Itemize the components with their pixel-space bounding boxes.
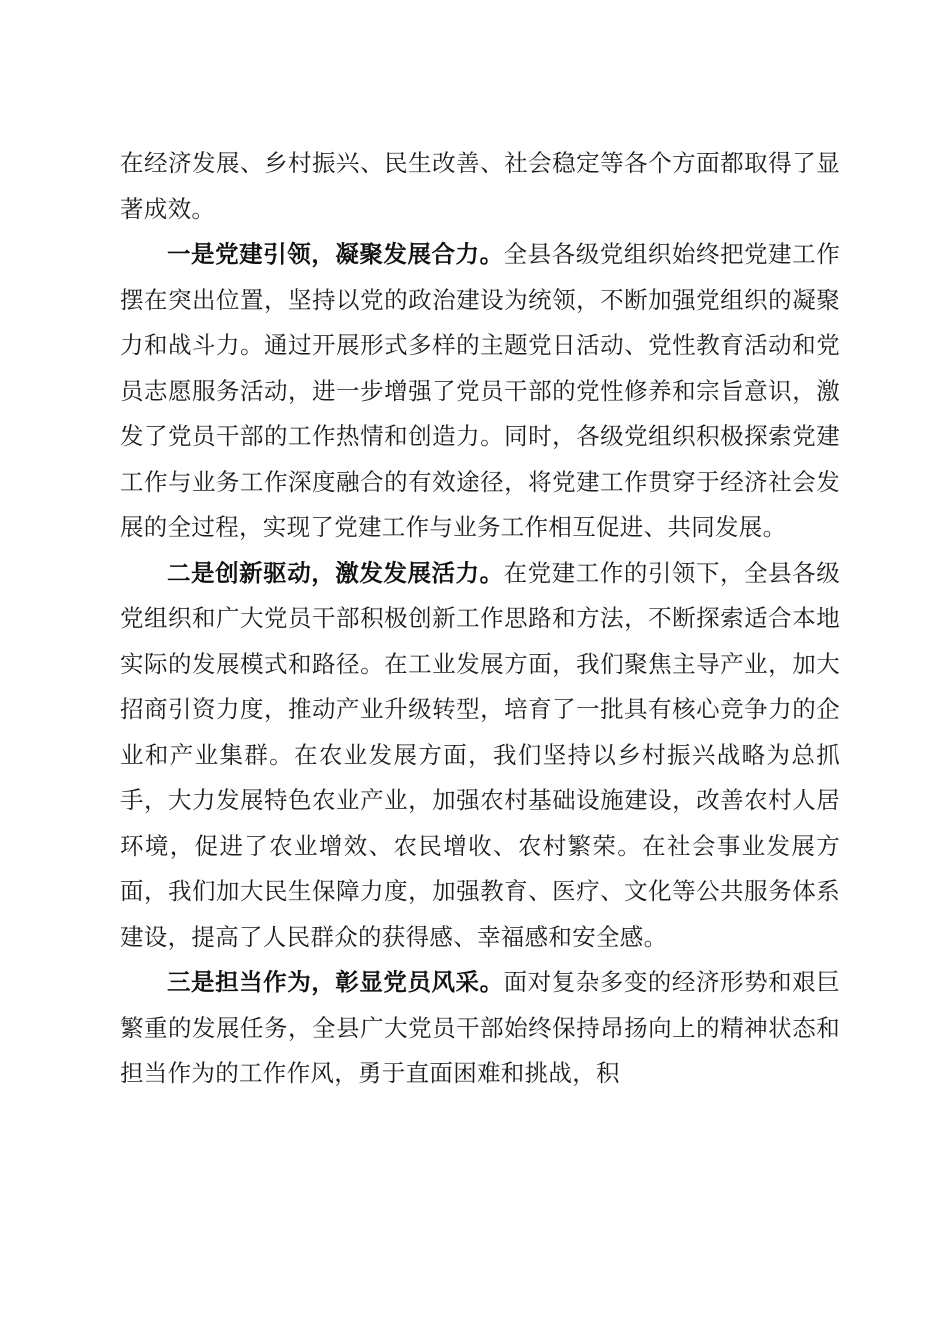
paragraph-innovation xyxy=(120,551,840,961)
paragraph-party-building-heading: 一是党建引领，凝聚发展合力。 xyxy=(167,240,504,268)
paragraph-innovation-text: 在党建工作的引领下，全县各级党组织和广大党员干部积极创新工作思路和方法，不断探索适合本地实际的发展模式和路径。在工业发展方面，我们聚焦主导产业，加大招商引资力度，推动产业升级转型，培育了一批具有核心竞争力的企业和产业集群。在农业发展方面，我们坚持以乡村振兴战略为总抓手，大力发展特色农业产业，加强农村基础设施建设，改善农村人居环境，促进了农业增效、农民增收、农村繁荣。在社会事业发展方面，我们加大民生保障力度，加强教育、医疗、文化等公共服务体系建设，提高了人民群众的获得感、幸福感和安全感。 xyxy=(120,558,840,951)
document-body xyxy=(120,141,840,1097)
paragraph-party-building-text: 全县各级党组织始终把党建工作摆在突出位置，坚持以党的政治建设为统领，不断加强党组织的凝聚力和战斗力。通过开展形式多样的主题党日活动、党性教育活动和党员志愿服务活动，进一步增强了党员干部的党性修养和宗旨意识，激发了党员干部的工作热情和创造力。同时，各级党组织积极探索党建工作与业务工作深度融合的有效途径，将党建工作贯穿于经济社会发展的全过程，实现了党建工作与业务工作相互促进、共同发展。 xyxy=(120,240,840,541)
paragraph-responsibility xyxy=(120,960,840,1097)
paragraph-party-building xyxy=(120,232,840,551)
paragraph-intro-text: 在经济发展、乡村振兴、民生改善、社会稳定等各个方面都取得了显著成效。 xyxy=(120,149,840,223)
paragraph-responsibility-heading: 三是担当作为，彰显党员风采。 xyxy=(167,968,504,996)
paragraph-intro xyxy=(120,141,840,232)
paragraph-responsibility-text: 面对复杂多变的经济形势和艰巨繁重的发展任务，全县广大党员干部始终保持昂扬向上的精神状态和担当作为的工作作风，勇于直面困难和挑战，积 xyxy=(120,968,840,1087)
paragraph-innovation-heading: 二是创新驱动，激发发展活力。 xyxy=(167,558,504,587)
